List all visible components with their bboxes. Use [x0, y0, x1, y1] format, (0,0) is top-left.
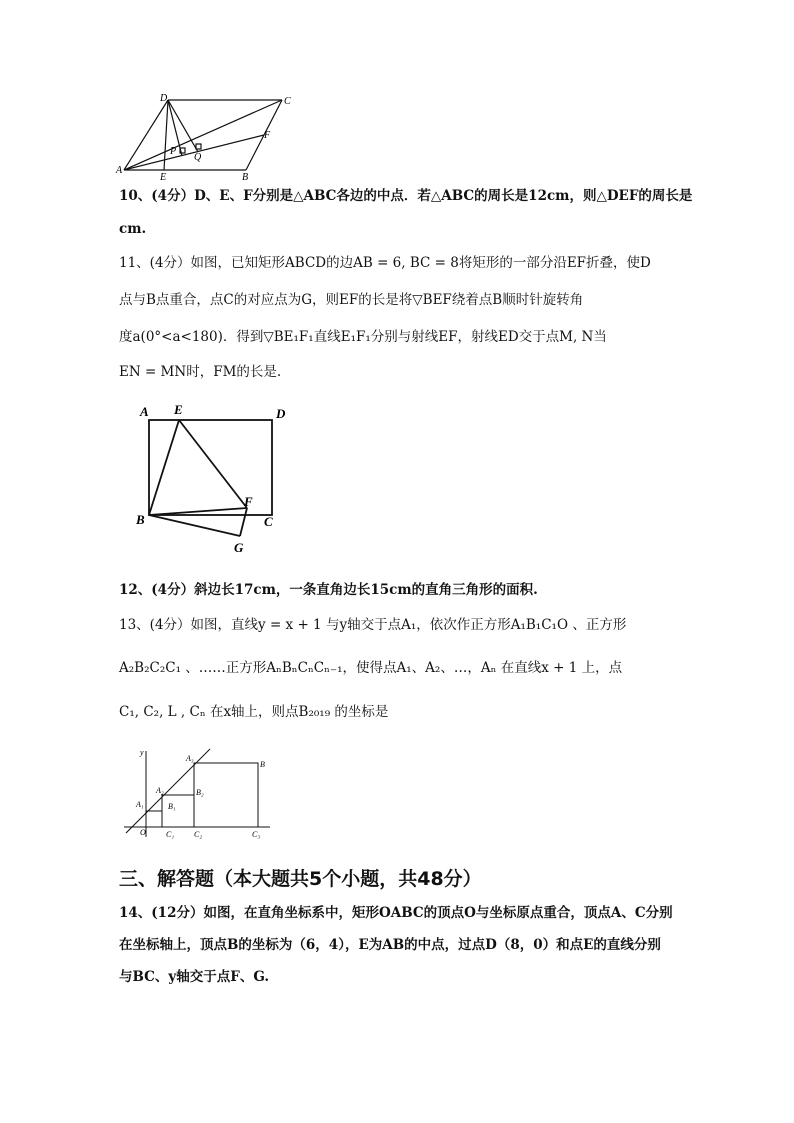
q11-text-4a: EN = MN时，FM的长是: [119, 364, 277, 380]
q13-line2: [119, 658, 622, 678]
q10-line1: [119, 186, 692, 206]
q13-line1: [119, 615, 626, 635]
label-Q: Q: [194, 152, 202, 163]
label-E: E: [160, 172, 167, 180]
q10-text: 10、(4分）D、E、F分别是△ABC各边的中点．若△ABC的周长是12cm，则△DEF的周长是: [119, 188, 693, 204]
label-C: C: [264, 514, 273, 529]
q11-text-4b: .: [276, 364, 282, 380]
q12-suffix: .: [533, 582, 538, 598]
q11-text-2a: 点与B点重合，点C的对应点为G，则EF的长是: [119, 292, 399, 308]
q11-text-2b: 将▽BEF绕着点B顺时针旋转角: [398, 292, 584, 308]
label-A3: A₃: [186, 754, 194, 763]
q14-text-2: 在坐标轴上，顶点B的坐标为（6，4），E为AB的中点，过点D（8，0）和点E的直线分别: [119, 937, 661, 953]
label-D: D: [160, 93, 168, 104]
label-F: F: [264, 130, 271, 141]
q14-line1: [119, 903, 673, 923]
rectangle-fold-figure: [132, 398, 302, 560]
q11-line1: [119, 253, 651, 273]
q14-line3: [119, 967, 269, 987]
label-A: A: [140, 404, 149, 419]
label-C1: C₁: [166, 830, 175, 839]
label-F: F: [244, 494, 253, 509]
label-E: E: [174, 402, 183, 417]
section-title: 三、解答题（本大题共5个小题，共48分）: [119, 868, 482, 890]
q12-text: 12、(4分）斜边长17cm，一条直角边长15cm的直角三角形的面积: [119, 582, 534, 598]
label-B: B: [242, 172, 249, 180]
label-A1: A₁: [136, 800, 144, 809]
parallelogram-figure: [112, 90, 302, 180]
q14-text-1: 14、(12分）如图，在直角坐标系中，矩形OABC的顶点O与坐标原点重合，顶点A、C分别: [119, 905, 673, 921]
q11-text-1: 11、(4分）如图，已知矩形ABCD的边AB = 6, BC = 8将矩形的一部分沿EF折叠，使D: [119, 255, 651, 271]
label-C3: C₃: [252, 830, 261, 839]
label-B: B: [260, 760, 265, 769]
q13-text-3: C₁, C₂, L , Cₙ 在x轴上，则点B₂₀₁₉ 的坐标是: [119, 704, 389, 720]
label-B2: B₂: [196, 788, 204, 797]
q11-line4: [119, 362, 281, 382]
label-B1: B₁: [168, 802, 176, 811]
label-A2: A₂: [156, 786, 164, 795]
label-P: P: [170, 146, 177, 157]
q13-text-1: 13、(4分）如图，直线y = x + 1 与y轴交于点A₁，依次作正方形A₁B₁C₁O 、正方形: [119, 617, 627, 633]
q12-line: [119, 580, 538, 600]
q11-line2: [119, 290, 583, 310]
label-y: y: [140, 748, 144, 757]
label-C: C: [284, 96, 291, 107]
q14-text-3: 与BC、y轴交于点F、G.: [119, 969, 270, 985]
q11-line3: [119, 327, 607, 347]
squares-figure: [118, 745, 278, 845]
label-C2: C₂: [194, 830, 203, 839]
q10-suffix: cm.: [119, 221, 147, 237]
q11-text-3: 度a(0°<a<180)．得到▽BE₁F₁直线E₁F₁分别与射线EF，射线ED交于点M, N当: [119, 329, 607, 345]
q13-text-2: A₂B₂C₂C₁ 、……正方形AₙBₙCₙCₙ₋₁，使得点A₁、A₂、…，Aₙ 在直线x + 1 上，点: [119, 660, 623, 676]
q10-line2: [119, 219, 146, 239]
q14-line2: [119, 935, 661, 955]
label-D: D: [276, 406, 286, 421]
label-O: O: [140, 828, 146, 837]
q13-line3: [119, 702, 388, 722]
label-G: G: [234, 540, 244, 555]
label-B: B: [136, 512, 145, 527]
label-A: A: [116, 165, 123, 176]
